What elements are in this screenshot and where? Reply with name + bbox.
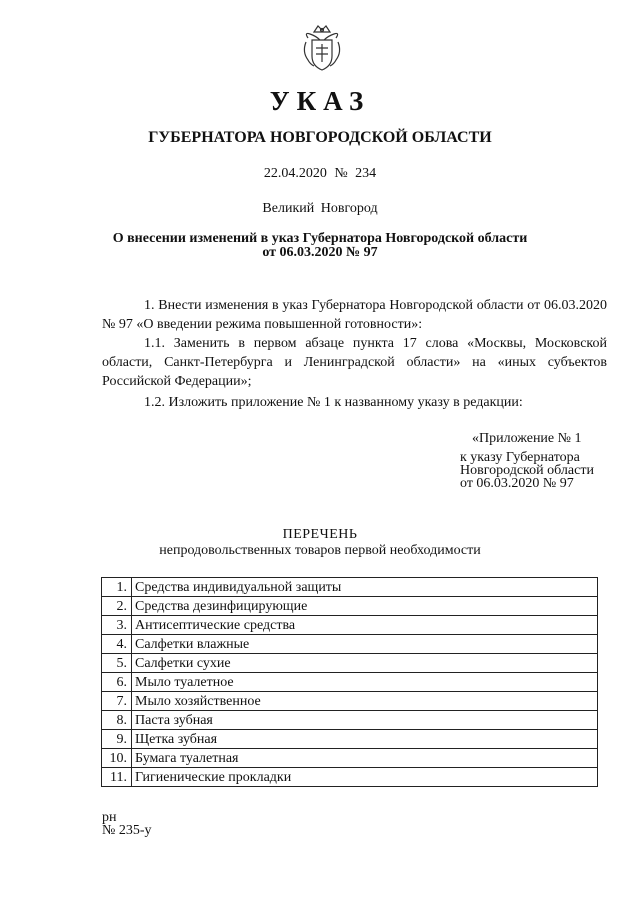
item-number: 10. [102,749,132,768]
item-number: 9. [102,730,132,749]
item-name: Средства индивидуальной защиты [132,578,598,597]
item-name: Бумага туалетная [132,749,598,768]
table-row [102,673,598,692]
table-row [102,730,598,749]
item-number: 5. [102,654,132,673]
item-number: 11. [102,768,132,787]
paragraph-1-1: 1.1. Заменить в первом абзаце пункта 17 слова «Москвы, Московской области, Санкт-Петербурга и Ленинградской области» на «иных субъектов Российской Федерации»; [102,336,607,389]
table-row [102,768,598,787]
paragraph-1-2: 1.2. Изложить приложение № 1 к названному указу в редакции: [144,395,523,410]
heading-line-1: О внесении изменений в указ Губернатора Новгородской области [112,231,528,246]
paragraph-1: 1. Внести изменения в указ Губернатора Новгородской области от 06.03.2020 № 97 «О введении режима повышенной готовности»: [102,298,607,332]
item-number: 3. [102,616,132,635]
item-name: Антисептические средства [132,616,598,635]
document-date: 22.04.2020 [263,166,327,181]
item-name: Мыло туалетное [132,673,598,692]
item-number: 7. [102,692,132,711]
list-subtitle: непродовольственных товаров первой необходимости [159,543,481,558]
item-name: Мыло хозяйственное [132,692,598,711]
list-title: ПЕРЕЧЕНЬ [282,527,358,542]
items-table [101,577,598,787]
document-subtitle: ГУБЕРНАТОРА НОВГОРОДСКОЙ ОБЛАСТИ [148,129,492,146]
footer [102,811,152,837]
heading-line-2: от 06.03.2020 № 97 [262,245,378,260]
appendix-line-4: от 06.03.2020 № 97 [460,476,574,491]
executor-initials: рн [102,810,117,825]
appendix-reference [460,432,620,490]
item-number: 4. [102,635,132,654]
item-name: Средства дезинфицирующие [132,597,598,616]
coat-of-arms-icon [300,22,344,76]
appendix-line-2: к указу Губернатора [460,450,580,465]
item-number: 8. [102,711,132,730]
item-number: 2. [102,597,132,616]
document-number: 234 [355,166,377,181]
table-row [102,692,598,711]
item-name: Гигиенические прокладки [132,768,598,787]
date-number-line [0,166,640,182]
item-number: 6. [102,673,132,692]
item-name: Салфетки влажные [132,635,598,654]
decree-heading [60,232,580,260]
table-row [102,749,598,768]
appendix-line-3: Новгородской области [460,463,594,478]
city-name: Великий Новгород [262,201,378,216]
registration-number: № 235-у [102,823,152,838]
item-name: Салфетки сухие [132,654,598,673]
number-sign: № [334,166,348,181]
table-row [102,578,598,597]
item-name: Паста зубная [132,711,598,730]
table-row [102,635,598,654]
table-row [102,711,598,730]
table-row [102,654,598,673]
table-row [102,616,598,635]
appendix-line-1: «Приложение № 1 [472,431,582,446]
document-title: УКАЗ [269,86,371,116]
item-number: 1. [102,578,132,597]
item-name: Щетка зубная [132,730,598,749]
table-row [102,597,598,616]
